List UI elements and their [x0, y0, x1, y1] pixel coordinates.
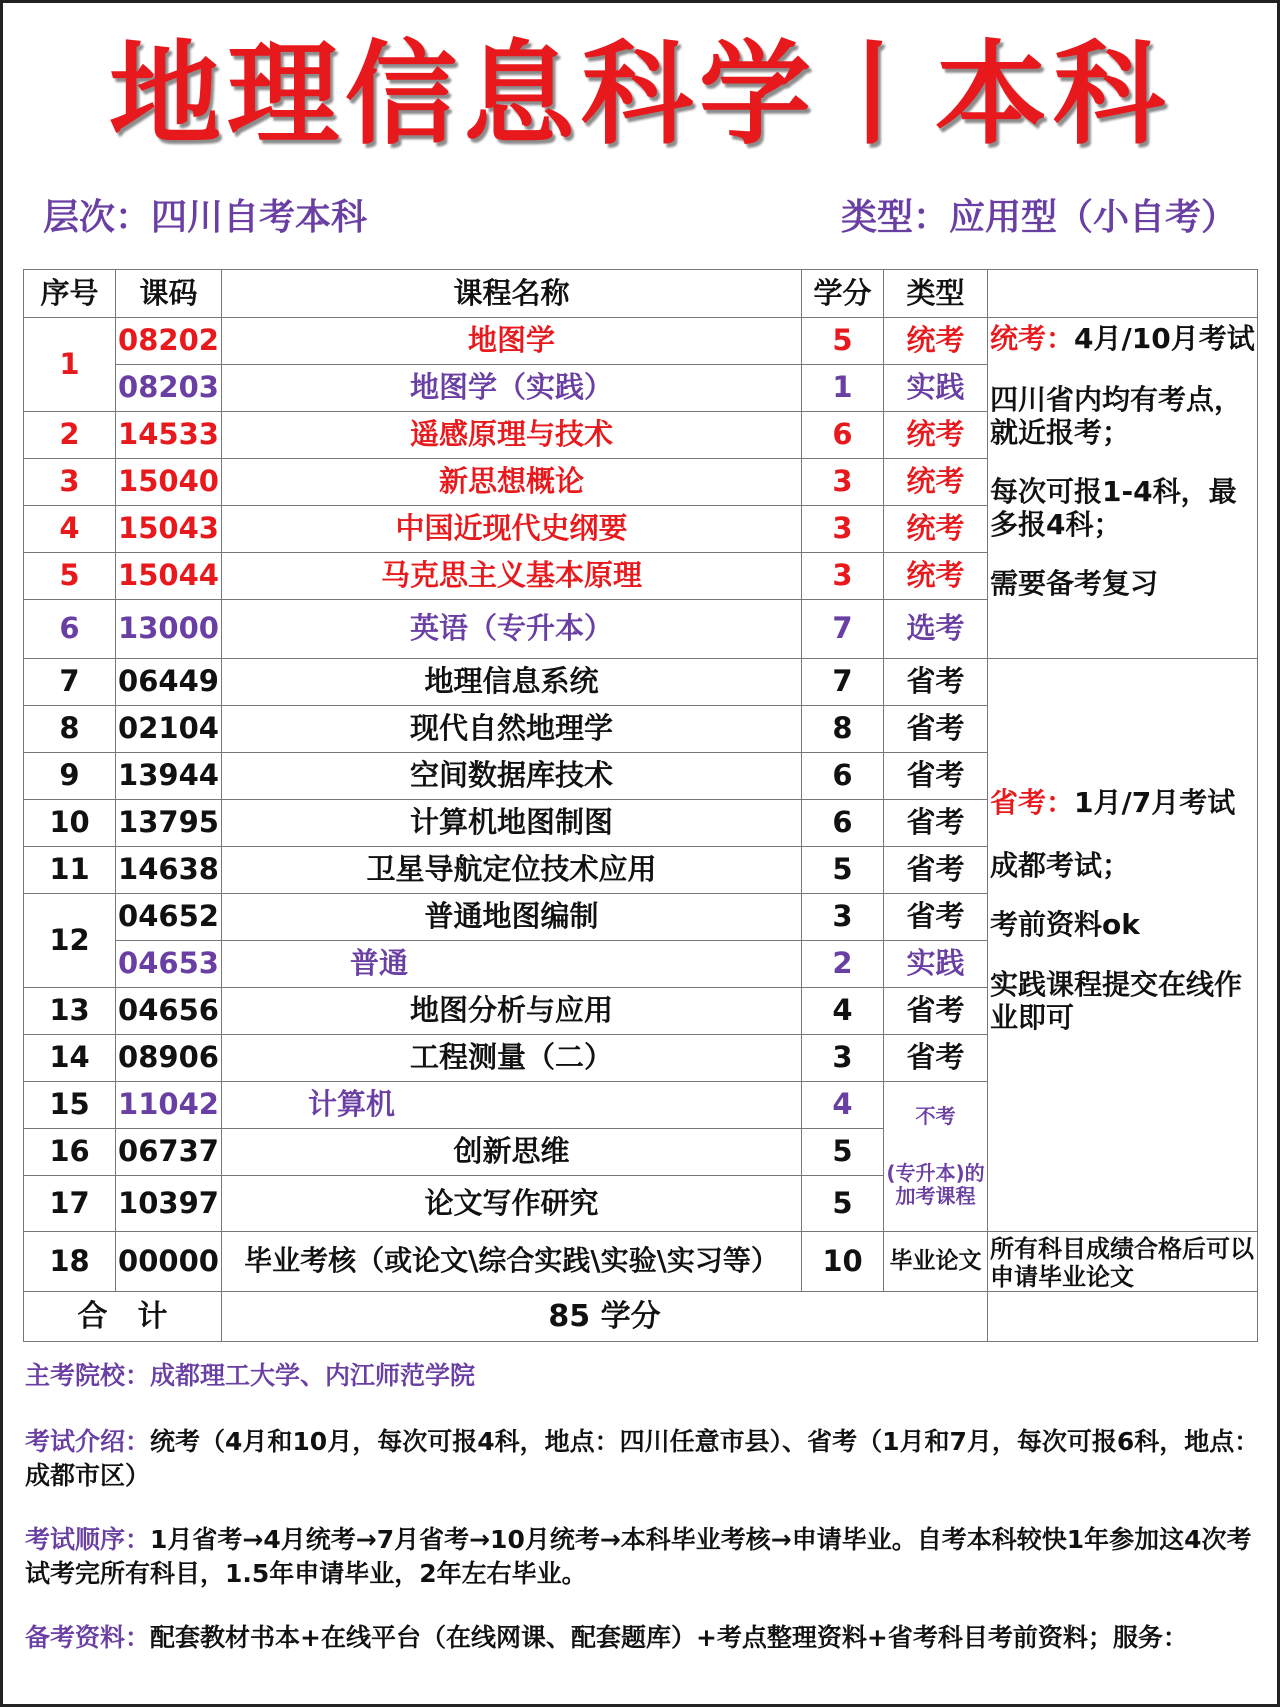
header-notes [988, 270, 1258, 318]
row-name: 计算机 [222, 1082, 802, 1129]
row-credit: 7 [802, 600, 884, 659]
row-name: 计算机地图制图 [222, 800, 802, 847]
row-credit: 6 [802, 753, 884, 800]
row-kind: 省考 [884, 1035, 988, 1082]
shengkao-time: 1月/7月考试 [1074, 786, 1236, 820]
header-credit: 学分 [802, 270, 884, 318]
row-seq: 16 [24, 1129, 116, 1176]
row-credit: 10 [802, 1232, 884, 1292]
row-credit: 8 [802, 706, 884, 753]
shengkao-notes [988, 659, 1258, 1232]
row-seq: 7 [24, 659, 116, 706]
row-name: 地理信息系统 [222, 659, 802, 706]
header-seq: 序号 [24, 270, 116, 318]
tongkao-notes [988, 318, 1258, 659]
row-credit: 5 [802, 1129, 884, 1176]
row-credit: 3 [802, 506, 884, 553]
tongkao-label: 统考： [990, 322, 1075, 355]
course-table [23, 269, 1258, 1342]
row-kind: 省考 [884, 659, 988, 706]
row-credit: 7 [802, 659, 884, 706]
shengkao-note-1: 成都考试； [990, 849, 1131, 883]
row-code: 06449 [116, 659, 222, 706]
row-credit: 6 [802, 800, 884, 847]
row-code: 06737 [116, 1129, 222, 1176]
material-value: 配套教材书本+在线平台（在线网课、配套题库）+考点整理资料+省考科目考前资料；服务： [150, 1623, 1188, 1652]
row-name: 空间数据库技术 [222, 753, 802, 800]
row-kind: 统考 [884, 412, 988, 459]
row-seq: 8 [24, 706, 116, 753]
row-code: 00000 [116, 1232, 222, 1292]
row-seq: 13 [24, 988, 116, 1035]
row-seq: 2 [24, 412, 116, 459]
tongkao-note-3: 需要备考复习 [990, 567, 1159, 601]
row-seq: 6 [24, 600, 116, 659]
row-name: 工程测量（二） [222, 1035, 802, 1082]
row-seq: 1 [24, 318, 116, 412]
table-row [24, 318, 1258, 365]
exam-value: 统考（4月和10月，每次可报4科，地点：四川任意市县）、省考（1月和7月，每次可报6科，地点：成都市区） [25, 1427, 1260, 1490]
level-label: 层次：四川自考本科 [43, 197, 368, 238]
row-kind: 省考 [884, 847, 988, 894]
extra-course-kind [884, 1082, 988, 1232]
row-seq: 18 [24, 1232, 116, 1292]
row-code: 15044 [116, 553, 222, 600]
row-credit: 6 [802, 412, 884, 459]
row-name: 地图学 [222, 318, 802, 365]
school-value: 成都理工大学、内江师范学院 [150, 1361, 476, 1390]
row-kind: 省考 [884, 753, 988, 800]
row-code: 11042 [116, 1082, 222, 1129]
shengkao-label: 省考： [990, 786, 1075, 820]
shengkao-note-3: 实践课程提交在线作业即可 [990, 967, 1243, 1034]
row-credit: 3 [802, 459, 884, 506]
row-code: 14533 [116, 412, 222, 459]
row-credit: 5 [802, 847, 884, 894]
order-info [25, 1523, 1265, 1591]
row-code: 13000 [116, 600, 222, 659]
row-code: 04653 [116, 941, 222, 988]
row-kind: 统考 [884, 459, 988, 506]
material-label: 备考资料： [25, 1623, 151, 1652]
row-kind: 实践 [884, 941, 988, 988]
exam-label: 考试介绍： [25, 1427, 151, 1456]
row-code: 13795 [116, 800, 222, 847]
row-kind: 省考 [884, 800, 988, 847]
row-kind: 毕业论文 [884, 1232, 988, 1292]
row-kind: 统考 [884, 553, 988, 600]
row-code: 02104 [116, 706, 222, 753]
row-credit: 1 [802, 365, 884, 412]
exam-info [25, 1425, 1265, 1493]
row-name: 普通 [222, 941, 802, 988]
row-seq: 15 [24, 1082, 116, 1129]
school-label: 主考院校： [25, 1361, 151, 1390]
row-credit: 5 [802, 318, 884, 365]
row-name: 毕业考核（或论文\综合实践\实验\实习等） [222, 1232, 802, 1292]
row-credit: 4 [802, 988, 884, 1035]
row-credit: 3 [802, 1035, 884, 1082]
row-code: 08203 [116, 365, 222, 412]
row-seq: 17 [24, 1176, 116, 1232]
material-info [25, 1621, 1265, 1655]
type-label: 类型：应用型（小自考） [840, 197, 1237, 238]
tongkao-note-1: 四川省内均有考点，就近报考； [990, 383, 1243, 450]
row-credit: 5 [802, 1176, 884, 1232]
shengkao-note-2: 考前资料ok [990, 908, 1140, 942]
row-seq: 11 [24, 847, 116, 894]
row-code: 04656 [116, 988, 222, 1035]
row-code: 08202 [116, 318, 222, 365]
header-kind: 类型 [884, 270, 988, 318]
row-credit: 4 [802, 1082, 884, 1129]
total-empty [988, 1292, 1258, 1342]
row-kind: 实践 [884, 365, 988, 412]
table-row [24, 659, 1258, 706]
tongkao-note-2: 每次可报1-4科，最多报4科； [990, 475, 1237, 542]
row-name: 马克思主义基本原理 [222, 553, 802, 600]
row-kind: 统考 [884, 318, 988, 365]
row-credit: 2 [802, 941, 884, 988]
row-seq: 3 [24, 459, 116, 506]
table-header-row [24, 270, 1258, 318]
row-kind: 省考 [884, 894, 988, 941]
row-name: 地图学（实践） [222, 365, 802, 412]
row-name: 英语（专升本） [222, 600, 802, 659]
row-kind: 省考 [884, 988, 988, 1035]
row-seq: 12 [24, 894, 116, 988]
row-kind: 省考 [884, 706, 988, 753]
row-name: 现代自然地理学 [222, 706, 802, 753]
row-name: 卫星导航定位技术应用 [222, 847, 802, 894]
extra-course-kind-note: (专升本)的加考课程 [886, 1161, 985, 1208]
row-name: 新思想概论 [222, 459, 802, 506]
row-seq: 10 [24, 800, 116, 847]
total-row [24, 1292, 1258, 1342]
row-seq: 9 [24, 753, 116, 800]
row-kind: 选考 [884, 600, 988, 659]
row-name: 论文写作研究 [222, 1176, 802, 1232]
row-code: 14638 [116, 847, 222, 894]
row-name: 遥感原理与技术 [222, 412, 802, 459]
graduate-note: 所有科目成绩合格后可以申请毕业论文 [988, 1232, 1258, 1292]
row-code: 04652 [116, 894, 222, 941]
row-credit: 3 [802, 894, 884, 941]
table-row [24, 1232, 1258, 1292]
row-code: 08906 [116, 1035, 222, 1082]
school-info [25, 1359, 1265, 1393]
total-label: 合 计 [24, 1292, 222, 1342]
row-credit: 3 [802, 553, 884, 600]
row-code: 15040 [116, 459, 222, 506]
row-name: 中国近现代史纲要 [222, 506, 802, 553]
order-value: 1月省考→4月统考→7月省考→10月统考→本科毕业考核→申请毕业。自考本科较快1年参加这4次考试考完所有科目，1.5年申请毕业，2年左右毕业。 [25, 1525, 1252, 1588]
extra-course-kind-top: 不考 [915, 1104, 956, 1128]
row-code: 13944 [116, 753, 222, 800]
row-code: 10397 [116, 1176, 222, 1232]
row-code: 15043 [116, 506, 222, 553]
row-name: 创新思维 [222, 1129, 802, 1176]
row-name: 地图分析与应用 [222, 988, 802, 1035]
row-seq: 5 [24, 553, 116, 600]
header-name: 课程名称 [222, 270, 802, 318]
header-code: 课码 [116, 270, 222, 318]
page-title: 地理信息科学丨本科 [109, 30, 1171, 160]
row-name: 普通地图编制 [222, 894, 802, 941]
tongkao-time: 4月/10月考试 [1074, 322, 1255, 355]
row-seq: 14 [24, 1035, 116, 1082]
total-value: 85 学分 [222, 1292, 988, 1342]
row-kind: 统考 [884, 506, 988, 553]
order-label: 考试顺序： [25, 1525, 151, 1554]
row-seq: 4 [24, 506, 116, 553]
